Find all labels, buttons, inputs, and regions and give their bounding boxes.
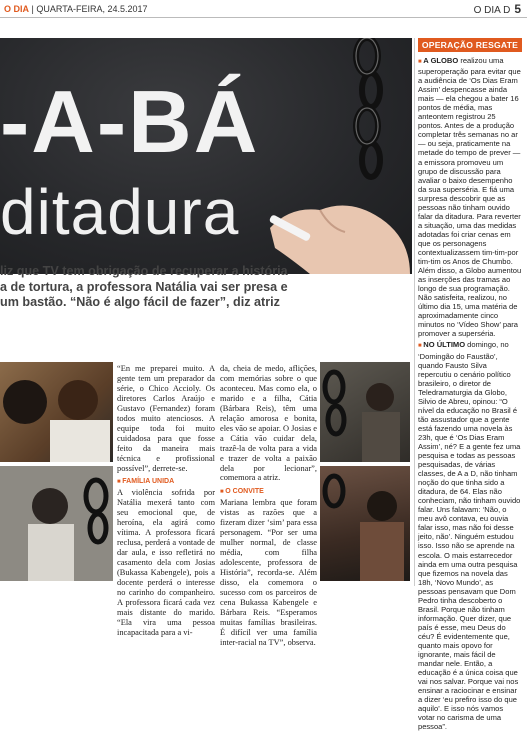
photo-woman-prison-art [0, 466, 113, 581]
sidebar-paragraph-2 [418, 340, 522, 731]
article-deck [0, 264, 410, 311]
hero-chalkboard-image [0, 38, 412, 274]
photo-couple [0, 362, 113, 462]
sidebar-divider [414, 38, 415, 586]
photo-woman-prison [0, 466, 113, 581]
article-column-1 [117, 364, 215, 638]
sidebar-body-1: realizou uma superoperação para evitar que a audiência de ‘Os Dias Eram Assim’ despencasse ainda mais — ela chegou a bater 16 pontos de média, mas anteontem registrou 25 pontos. Antes de a produção completar três semanas no ar — ou seja, praticamente na metade do tempo de prever — a emissora promoveu um grupo de discussão para avaliar o baixo desempenho da sua superséria. E fiá uma surpresa descobrir que as pessoas não tinham ouvido falar da ditadura. Para reverter a situação, uma das medidas adotadas foi criar cenas em que os personagens contextualizassem tim-tim-por tim-tim os Anos de Chumbo. Além disso, a Globo aumentou as inserções das tramas ao longo de sua programação. Não satisfeita, realizou, no último dia 15, uma matéria de aproximadamente cinco minutos no ‘Vídeo Show’ para promover a superséria. [418, 56, 522, 339]
chalk-headline-line2: ditadura [0, 176, 240, 248]
issue-date: | QUARTA-FEIRA, 24.5.2017 [29, 4, 148, 14]
sidebar-text [418, 56, 522, 733]
article-paragraph: da, cheia de medo, aflições, com memórias sobre o que aconteceu. Mas como ela, o marido e a filha, Cátia (Bárbara Reis), têm uma relação amorosa e bonita, eles vão se apoiar. O Josias e a Cátia vão cuidar dela, trazê-la de volta para a vida e trazer de volta a paixão dela por lecionar”, comemora a atriz. [220, 364, 317, 483]
subhead-o-convite: ■ O CONVITE [220, 487, 317, 498]
deck-line-2: a de tortura, a professora Natália vai ser presa e [0, 279, 288, 294]
article-paragraph: “En me preparei muito. A gente tem um preparador da série, o Chico Accioly. Os diretores Carlos Araújo e Gustavo (Fernandez) foram todos muito atenciosos. A equipe toda foi muito cuidadosa para que fosse feito da maneira mais técnica e profissional possível”, derrete-se. [117, 364, 215, 473]
sidebar-title: OPERAÇÃO RESGATE [418, 38, 522, 52]
photo-scene-group-art [320, 466, 410, 581]
section-name: O DIA D [473, 5, 511, 16]
subhead-familia-unida: ■ FAMÍLIA UNIDA [117, 477, 215, 488]
page-header [0, 0, 527, 18]
article-column-2 [220, 364, 317, 648]
article-paragraph: Mariana lembra que foram vistas as razões que a fizeram dizer ‘sim’ para essa personagem. “Por ser uma mulher normal, de classe média, com filha adolescente, professora de História”, recorda-se. Além disso, ela comemora o sucesso com os parceiros de cena Bukassa Kabengele e Bárbara Reis. “Esperamos muitas famílias brasileiras. É difícil ver uma família inter-racial na TV”, observa. [220, 498, 317, 647]
article-paragraph: A violência sofrida por Natália mexerá tanto com seu emocional que, de heroína, ela agirá como vítima. A professora ficará reclusa, perderá a vontade de dar aula, e isso refletirá no casamento dela com Josias (Bukassa Kabengele), pois a docente perderá o interesse no carinho do companheiro. A professora ficará cada vez mais distante do marido. “Ela vira uma pessoa incapacitada para a vi- [117, 488, 215, 637]
brand-name: O DIA [4, 4, 30, 14]
photo-couple-art [0, 362, 113, 462]
sidebar-lead-2: NO ÚLTIMO [423, 340, 466, 350]
photo-scene-chain-art [320, 362, 410, 462]
header-left [4, 4, 148, 14]
page-number: 5 [514, 2, 521, 16]
header-right [474, 2, 521, 16]
hand-with-chalk-illustration [250, 188, 410, 274]
chalk-headline-line1: -A-BÁ [0, 72, 260, 171]
bullet-square-icon: ■ [418, 59, 424, 65]
deck-line-1: liz que TV tem obrigação de recuperar a história [0, 264, 288, 278]
sidebar-body-2: domingo, no ‘Domingão do Faustão’, quando Fausto Silva repercutiu o cenário político brasileiro, o diretor de Teledramaturgia da Globo, Silvio de Abreu, opinou: “O nível da educação no Brasil é tão assustador que a gente está fazendo uma novela às 23h, que é ‘Os Dias Eram Assim’, né? E a gente fez uma pesquisa e todas as pessoas pesquisadas, de várias classes, de A a D, não tinham noção do que tinha sido a ditadura, de 64. Elas não conheciam, não tinham ouvido falar. Uns falavam: ‘Não, o meu avô contava, eu ouvia falar isso, mas não foi desse jeito, não’. Ninguém estudou isso. Isso não se aprende na escola. O mais estarrecedor ainda em uma outra pesquisa que fizemos na novela das 18h, ‘Novo Mundo’, as pessoas pensavam que Dom Pedro tinha descoberto o Brasil. Porque não tinham informação. Quer dizer, que país é esse, meu Deus do céu? É evidentemente que, quanto mais opovo for ignorante, mais fácil de mandar nele. Então, a educação é a única coisa que vai nos salvar. Porque vai nos ensinar a raciocinar e ensinar a dizer ‘eu prefiro isso do que aquilo’. E isso nós vamos votar no carisma de uma pessoa”. [418, 340, 521, 732]
sidebar-paragraph-1 [418, 56, 522, 338]
bullet-square-icon: ■ [418, 343, 424, 350]
deck-line-3: um bastão. “Não é algo fácil de fazer”, diz atriz [0, 295, 280, 309]
sidebar-lead-1: A GLOBO [423, 56, 459, 65]
photo-scene-chain [320, 362, 410, 462]
photo-scene-group [320, 466, 410, 581]
